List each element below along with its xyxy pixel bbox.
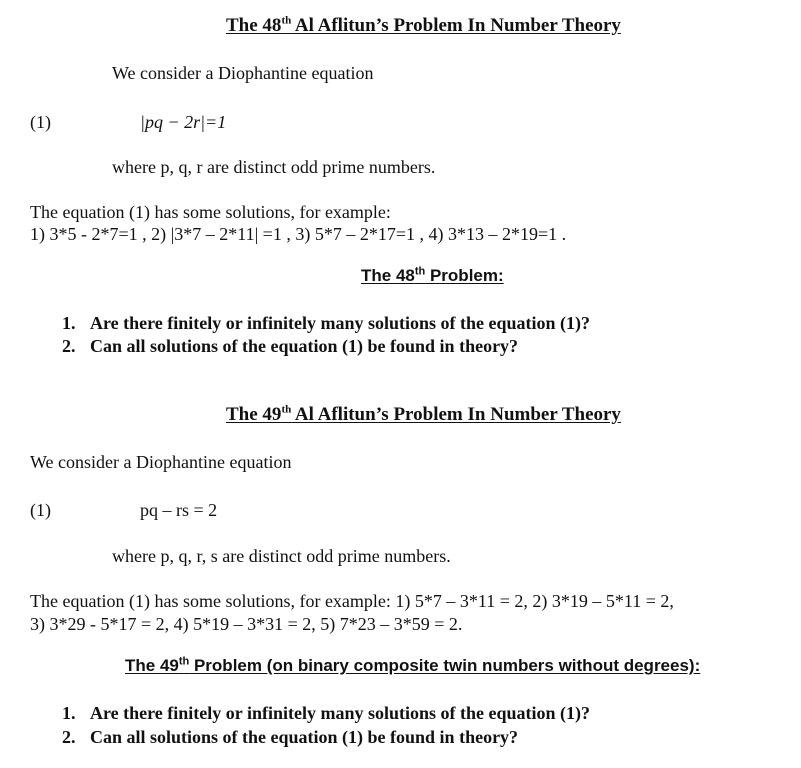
question-number: 2. [62, 336, 76, 356]
section-48-title [226, 15, 621, 37]
question-48-2 [62, 336, 519, 357]
where-49: where p, q, r, s are distinct odd prime numbers. [112, 546, 451, 566]
title-49-superscript: th [281, 403, 292, 416]
question-number: 1. [62, 313, 76, 333]
question-49-1 [62, 703, 590, 724]
problem-49-heading-superscript: th [178, 655, 190, 668]
solutions-48: 1) 3*5 - 2*7=1 , 2) |3*7 – 2*11| =1 , 3) 5*7 – 2*17=1 , 4) 3*13 – 2*19=1 . [30, 224, 567, 244]
title-49-rest: Al Aflitun’s Problem In Number Theory [291, 404, 621, 425]
intro-49: We consider a Diophantine equation [30, 452, 292, 472]
title-49-text: The 49 [226, 404, 282, 425]
solutions-49-line-2: 3) 3*29 - 5*17 = 2, 4) 5*19 – 3*31 = 2, 5) 7*23 – 3*59 = 2. [30, 614, 463, 634]
question-text: Can all solutions of the equation (1) be found in theory? [90, 336, 519, 356]
problem-48-heading [361, 266, 504, 286]
problem-48-heading-rest: Problem: [425, 266, 504, 285]
solutions-intro-48: The equation (1) has some solutions, for example: [30, 202, 391, 222]
question-text: Are there finitely or infinitely many solutions of the equation (1)? [90, 703, 590, 723]
problem-49-heading-text: The 49 [125, 656, 179, 675]
question-48-1 [62, 313, 590, 334]
problem-48-heading-superscript: th [414, 265, 426, 278]
equation-49: pq – rs = 2 [140, 500, 218, 520]
title-48-superscript: th [281, 14, 292, 27]
equation-48: |pq − 2r|=1 [140, 112, 227, 132]
question-number: 1. [62, 703, 76, 723]
problem-49-heading [125, 656, 700, 676]
section-49-title [226, 404, 621, 426]
equation-number-48: (1) [30, 112, 51, 132]
where-48: where p, q, r are distinct odd prime numbers. [112, 157, 436, 177]
question-49-2 [62, 727, 519, 748]
equation-number-49: (1) [30, 500, 51, 520]
title-48-rest: Al Aflitun’s Problem In Number Theory [291, 15, 621, 36]
solutions-49-line-1: The equation (1) has some solutions, for example: 1) 5*7 – 3*11 = 2, 2) 3*19 – 5*11 = 2, [30, 591, 674, 611]
title-48-text: The 48 [226, 15, 282, 36]
question-number: 2. [62, 727, 76, 747]
problem-48-heading-text: The 48 [361, 266, 415, 285]
question-text: Are there finitely or infinitely many solutions of the equation (1)? [90, 313, 590, 333]
problem-49-heading-rest: Problem (on binary composite twin numbers without degrees): [189, 656, 701, 675]
intro-48: We consider a Diophantine equation [112, 63, 374, 83]
question-text: Can all solutions of the equation (1) be found in theory? [90, 727, 519, 747]
